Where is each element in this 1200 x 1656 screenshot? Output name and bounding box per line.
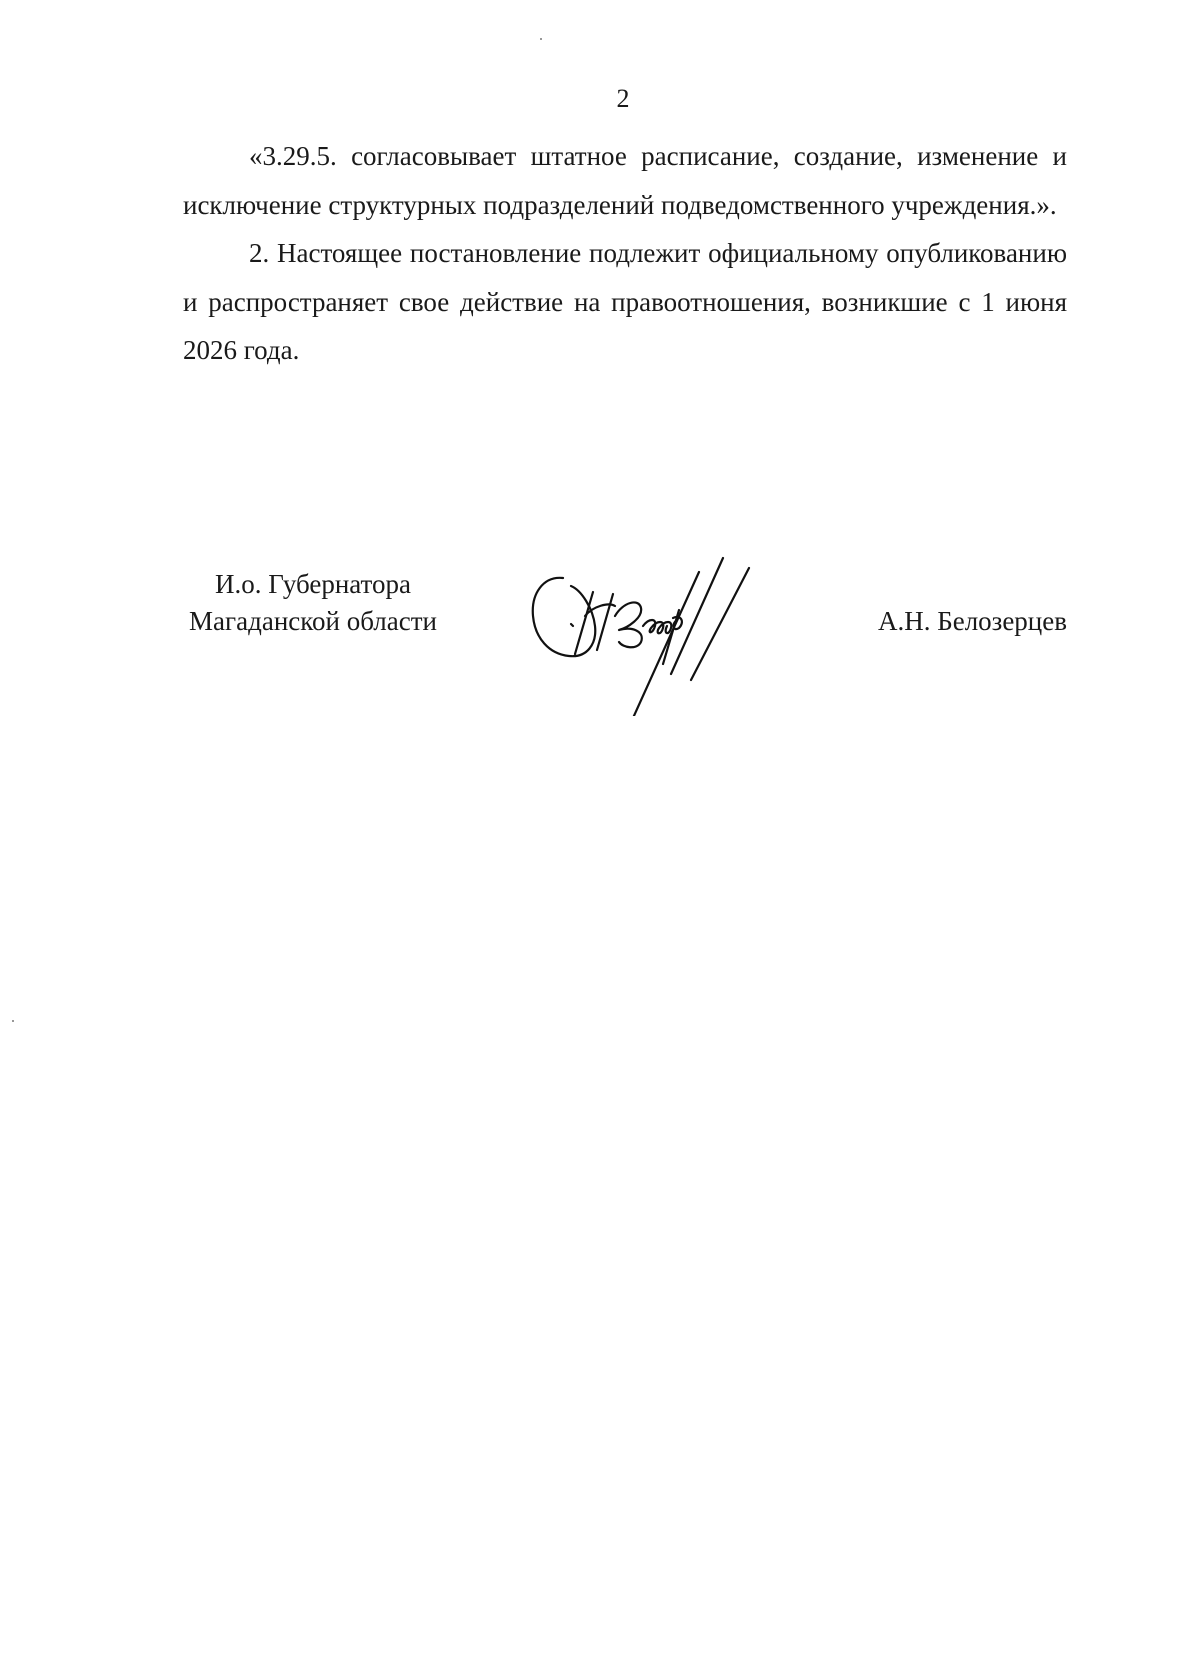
paragraph-clause-3-29-5: «3.29.5. согласовывает штатное расписание, создание, изменение и исключение структурных подразделений подведомственного учреждения.». bbox=[183, 141, 1067, 220]
signer-title bbox=[183, 566, 443, 640]
signer-name: А.Н. Белозерцев bbox=[877, 606, 1067, 636]
paragraph-item-2: 2. Настоящее постановление подлежит официальному опубликованию и распространяет свое действие на правоотношения, возникшие с 1 июня 2026 года. bbox=[183, 238, 1067, 365]
scan-speck bbox=[540, 38, 542, 40]
scan-speck bbox=[12, 1020, 14, 1022]
page-number: 2 bbox=[616, 84, 630, 113]
document-body bbox=[183, 132, 1067, 375]
signer-title-line-1: И.о. Губернатора bbox=[214, 569, 411, 599]
signer-title-line-2: Магаданской области bbox=[189, 606, 437, 636]
handwritten-signature bbox=[523, 546, 783, 716]
signature-block bbox=[183, 566, 1067, 726]
